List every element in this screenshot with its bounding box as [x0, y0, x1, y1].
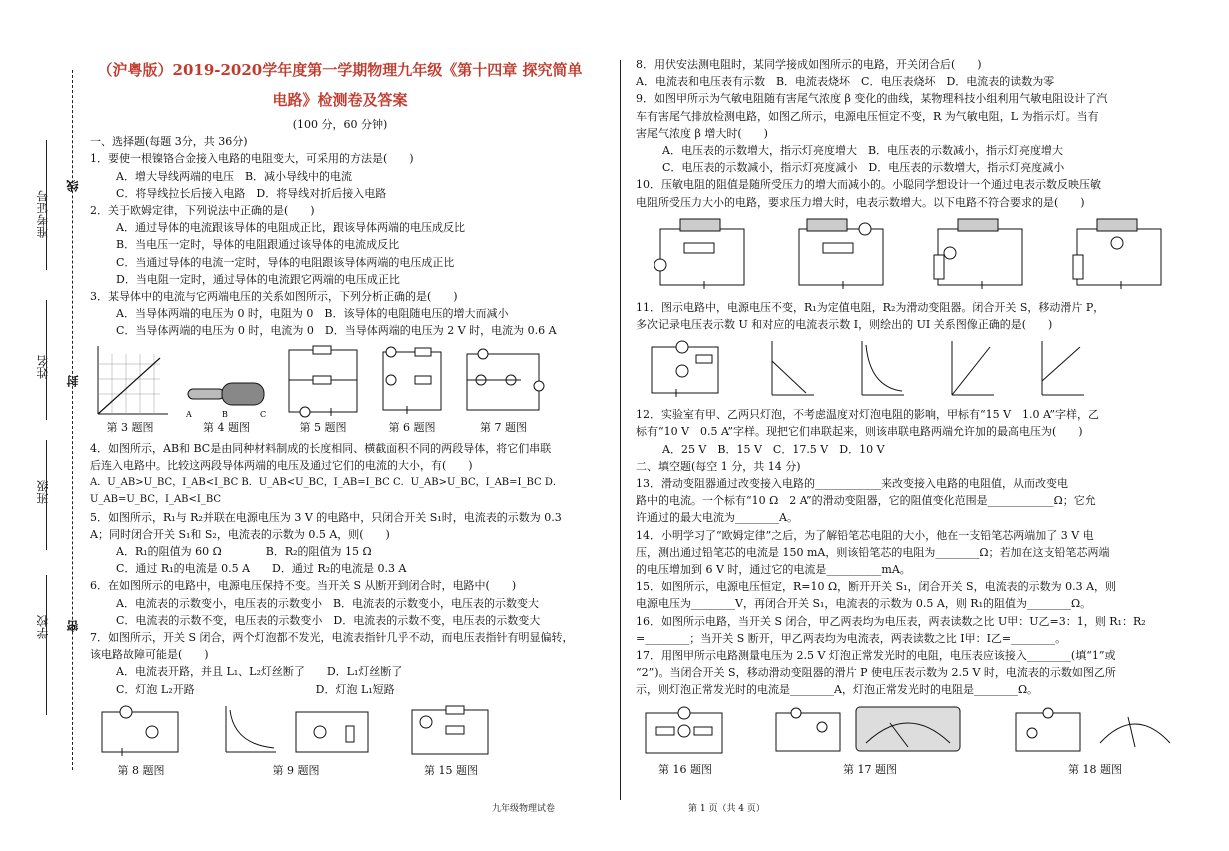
right-column	[636, 56, 1196, 782]
option-line: A．电流表开路，并且 L₁、L₂灯丝断了 D．L₁灯丝断了	[116, 665, 403, 679]
question-12-cont: 标有“10 V 0.5 A”字样。现把它们串联起来，则该串联电路两端允许加的最高电压为( )	[636, 425, 1083, 439]
question-17: 17．用图甲所示电路测量电压为 2.5 V 灯泡正常发光时的电阻，电压表应该接入________(填“1”或	[636, 649, 1116, 663]
option-line: C．通过 R₁的电流是 0.5 A D．通过 R₂的电流是 0.3 A	[116, 562, 407, 576]
circuit-figure	[640, 703, 730, 761]
svg-text:B: B	[222, 409, 228, 419]
circuit-figure	[646, 337, 726, 402]
figure-caption: 第 18 题图	[1068, 762, 1122, 776]
figure-caption: 第 3 题图	[106, 420, 154, 434]
seal-text-line: 线	[66, 180, 80, 192]
seal-text-feng: 封	[66, 375, 80, 387]
option-line: A．R₁的阻值为 60 Ω B．R₂的阻值为 15 Ω	[116, 545, 372, 559]
left-column	[90, 40, 590, 783]
question-9-cont: 车有害尾气排放检测电路，如图乙所示，电源电压恒定不变，R 为气敏电阻，L 为指示灯。当有	[636, 109, 1099, 123]
figure-caption: 第 9 题图	[272, 763, 320, 777]
pressure-circuit-a	[654, 215, 749, 295]
question-10-cont: 电阻所受压力大小的电路，要求压力增大时，电表示数增大。以下电路不符合要求的是( )	[636, 195, 1085, 209]
ui-graph-a	[766, 337, 816, 402]
figure-caption: 第 5 题图	[299, 420, 347, 434]
question-14-cont: 压，测出通过铅笔芯的电流是 150 mA，则该铅笔芯的电阻为________Ω；若加在这支铅笔芯两端	[636, 545, 1110, 559]
footer-page: 第 1 页（共 4 页）	[688, 804, 765, 814]
class-label: 班级	[36, 480, 50, 504]
question-5-cont: A；同时闭合开关 S₁和 S₂，电流表的示数为 0.5 A，则( )	[90, 527, 390, 541]
figure-caption: 第 15 题图	[424, 763, 478, 777]
name-blank	[46, 300, 47, 420]
option-line: C．电压表的示数减小，指示灯亮度减小 D．电压表的示数增大，指示灯亮度减小	[662, 161, 1065, 175]
seal-text-mi: 密	[66, 620, 80, 632]
circuit-figure	[461, 344, 546, 419]
option-line: A．25 V B．15 V C．17.5 V D．10 V	[662, 442, 885, 456]
figure-row-2	[90, 702, 590, 779]
pressure-circuit-b	[793, 215, 888, 295]
figure-row-1	[90, 344, 590, 436]
name-label: 姓名	[36, 355, 50, 379]
question-17-cont: 示，则灯泡正常发光时的电流是________A，灯泡正常发光时的电阻是________Ω。	[636, 683, 1039, 697]
figure-q8	[96, 702, 186, 779]
ui-graph-b	[856, 337, 906, 402]
figure-row-q10	[636, 215, 1196, 295]
figure-caption: 第 8 题图	[117, 763, 165, 777]
figure-q18	[1010, 703, 1180, 778]
class-blank	[46, 440, 47, 550]
figure-caption: 第 6 题图	[388, 420, 436, 434]
option-line: A．电压表的示数增大，指示灯亮度增大 B．电压表的示数减小，指示灯亮度增大	[662, 144, 1064, 158]
option-line: A．电流表的示数变小，电压表的示数变小 B．电流表的示数变小，电压表的示数变大	[116, 596, 540, 610]
option-line: C．将导线拉长后接入电路 D．将导线对折后接入电路	[116, 186, 387, 200]
question-2: 2．关于欧姆定律，下列说法中正确的是( )	[90, 204, 315, 218]
svg-text:C: C	[260, 409, 267, 419]
circuit-figure	[406, 702, 496, 762]
figure-q6	[377, 344, 447, 436]
binding-margin	[0, 0, 90, 851]
school-label: 学校	[36, 615, 50, 639]
question-5: 5．如图所示，R₁与 R₂并联在电源电压为 3 V 的电路中，只闭合开关 S₁时，电流表的示数为 0.3	[90, 510, 562, 524]
paper-title-line1: （沪粤版）2019-2020学年度第一学期物理九年级《第十四章 探究简单	[97, 61, 583, 79]
option-line: C．灯泡 L₂开路 D．灯泡 L₁短路	[116, 682, 395, 696]
option-line: C．电流表的示数不变，电压表的示数变小 D．电流表的示数不变，电压表的示数变大	[116, 613, 541, 627]
question-7: 7．如图所示，开关 S 闭合，两个灯泡都不发光，电流表指针几乎不动，而电压表指针有明显偏转，	[90, 631, 574, 645]
option-line: C．当导体两端的电压为 0 时，电流为 0 D．当导体两端的电压为 2 V 时，电流为 0.6 A	[116, 324, 557, 338]
option-line: A．U_AB>U_BC，I_AB<I_BC B．U_AB<U_BC，I_AB=I_BC C．U_AB>U_BC，I_AB=I_BC D．U_AB=U_BC，I_AB<I_BC	[90, 477, 563, 506]
ui-graph-d	[1036, 337, 1086, 402]
figure-q15	[406, 702, 496, 779]
paper-title-line2: 电路》检测卷及答案	[272, 91, 408, 109]
iu-graph-figure	[90, 344, 170, 419]
question-14: 14．小明学习了“欧姆定律”之后，为了解铅笔芯电阻的大小，他在一支铅笔芯两端加了 3 V 电	[636, 528, 1094, 542]
figure-q16	[640, 703, 730, 778]
question-9-cont: 害尾气浓度 β 增大时( )	[636, 126, 768, 140]
pressure-circuit-d	[1071, 215, 1166, 295]
circuit-figure	[283, 344, 363, 419]
option-line: A．当导体两端的电压为 0 时，电阻为 0 B．该导体的电阻随电压的增大而减小	[116, 307, 509, 321]
question-6: 6．在如图所示的电路中，电源电压保持不变。当开关 S 从断开到闭合时，电路中( )	[90, 579, 517, 593]
option-line: D．当电阻一定时，通过导体的电流跟它两端的电压成正比	[116, 272, 400, 286]
school-blank	[46, 575, 47, 715]
question-3: 3．某导体中的电流与它两端电压的关系如图所示，下列分析正确的是( )	[90, 290, 458, 304]
conductor-figure	[184, 359, 269, 419]
question-13: 13．滑动变阻器通过改变接入电路的____________来改变接入电路的电阻值，从而改变电	[636, 477, 1068, 491]
option-line: A．增大导线两端的电压 B．减小导线中的电流	[116, 169, 353, 183]
question-11: 11．图示电路中，电源电压不变，R₁为定值电阻，R₂为滑动变阻器。闭合开关 S，移动滑片 P，	[636, 300, 1105, 314]
exam-number-blank	[46, 140, 47, 270]
figure-q9	[216, 702, 376, 779]
figure-caption: 第 4 题图	[203, 420, 250, 434]
seal-line	[72, 70, 73, 770]
question-11-cont: 多次记录电压表示数 U 和对应的电流表示数 I，则绘出的 UI 关系图像正确的是( )	[636, 318, 1053, 332]
column-divider	[620, 60, 621, 800]
question-16-cont: =________；当开关 S 断开，甲乙两表均为电流表，两表读数之比 I甲：I乙=________。	[636, 631, 1067, 645]
question-15: 15．如图所示，电源电压恒定，R=10 Ω，断开开关 S₁，闭合开关 S，电流表的示数为 0.3 A，则	[636, 580, 1117, 594]
exam-number-label: 准考证号	[36, 190, 50, 238]
meter-figure	[770, 703, 970, 761]
option-line: A．电流表和电压表有示数 B．电流表烧坏 C．电压表烧坏 D．电流表的读数为零	[636, 75, 1055, 89]
section-heading: 二、填空题(每空 1 分，共 14 分)	[636, 459, 801, 473]
question-8: 8．用伏安法测电阻时，某同学接成如图所示的电路，开关闭合后( )	[636, 58, 982, 71]
circuit-figure	[377, 344, 447, 419]
score-time: (100 分，60 分钟)	[292, 118, 388, 131]
figure-row-3	[636, 703, 1196, 778]
svg-text:A: A	[186, 409, 192, 419]
circuit-figure	[96, 702, 186, 762]
gas-sensor-figure	[216, 702, 376, 762]
question-1: 1．要使一根镍铬合金接入电路的电阻变大，可采用的方法是( )	[90, 152, 414, 166]
question-13-cont: 许通过的最大电流为________A。	[636, 511, 798, 525]
question-15-cont: 电源电压为________V，再闭合开关 S₁，电流表的示数为 0.5 A，则 R₁的阻值为________Ω。	[636, 597, 1092, 611]
figure-q5	[283, 344, 363, 436]
question-12: 12．实验室有甲、乙两只灯泡，不考虑温度对灯泡电阻的影响，甲标有“15 V 1.0 A”字样，乙	[636, 408, 1099, 422]
question-4-cont: 后连入电路中。比较这两段导体两端的电压及通过它们的电流的大小，有( )	[90, 459, 473, 473]
question-16: 16．如图所示电路，当开关 S 闭合，甲乙两表均为电压表，两表读数之比 U甲：U乙=3：1，则 R₁：R₂	[636, 614, 1146, 628]
option-line: C．当通过导体的电流一定时，导体的电阻跟该导体两端的电压成正比	[116, 255, 455, 269]
question-14-cont: 的电压增加到 6 V 时，通过它的电流是__________mA。	[636, 563, 911, 577]
footer-subject: 九年级物理试卷	[492, 804, 556, 814]
ui-graph-c	[946, 337, 996, 402]
question-13-cont: 路中的电流。一个标有“10 Ω 2 A”的滑动变阻器，它的阻值变化范围是____________Ω；它允	[636, 494, 1096, 508]
circuit-meter-figure	[1010, 703, 1180, 761]
figure-caption: 第 16 题图	[658, 762, 712, 776]
section-heading: 一、选择题(每题 3分，共 36分)	[90, 135, 248, 149]
option-line: B．当电压一定时，导体的电阻跟通过该导体的电流成反比	[116, 238, 400, 252]
question-7-cont: 该电路故障可能是( )	[90, 648, 209, 662]
question-17-cont: “2”)。当闭合开关 S，移动滑动变阻器的滑片 P 使电压表示数为 2.5 V 时，电流表的示数如图乙所	[636, 666, 1116, 680]
question-10: 10．压敏电阻的阻值是随所受压力的增大而减小的。小聪同学想设计一个通过电表示数反映压敏	[636, 178, 1101, 192]
question-9: 9．如图甲所示为气敏电阻随有害尾气浓度 β 变化的曲线，某物理科技小组利用气敏电阻设计了汽	[636, 92, 1108, 106]
figure-caption: 第 17 题图	[843, 762, 897, 776]
pressure-circuit-c	[932, 215, 1027, 295]
figure-caption: 第 7 题图	[480, 420, 527, 434]
figure-row-q11	[636, 337, 1196, 402]
figure-q7	[461, 344, 546, 436]
figure-q17	[770, 703, 970, 778]
question-4: 4．如图所示，AB和 BC是由同种材料制成的长度相同、横截面积不同的两段导体，将它们串联	[90, 441, 552, 455]
option-line: A．通过导体的电流跟该导体的电阻成正比，跟该导体两端的电压成反比	[116, 221, 465, 235]
figure-q3	[90, 344, 170, 436]
figure-q4	[184, 359, 269, 436]
